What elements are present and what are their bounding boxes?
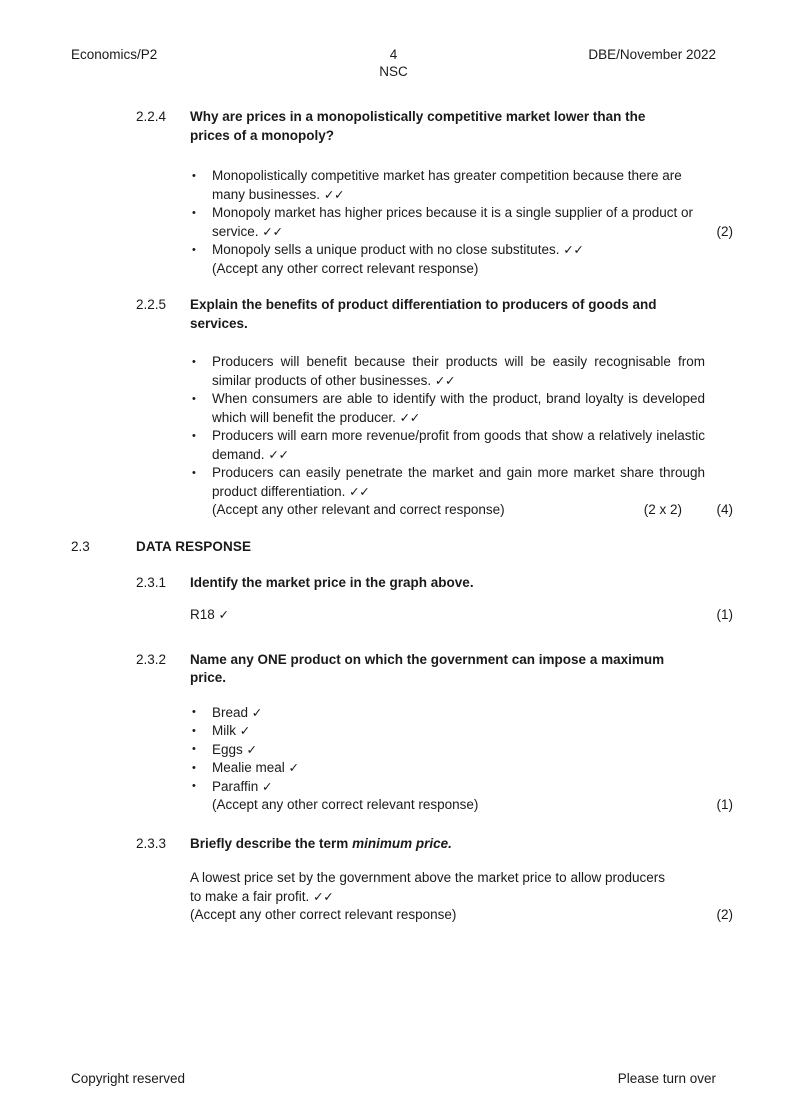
section-number: 2.3 [71,538,90,554]
question-stem-term: minimum price. [352,835,452,851]
question-stem-line-1: Explain the benefits of product differentiation to producers of [190,297,585,312]
list-item [190,353,787,390]
question-stem [190,108,683,145]
bullet-icon: • [192,243,196,256]
page-header [71,46,716,82]
accept-note: (Accept any other relevant and correct response) [212,502,505,517]
tick-icon: ✓✓ [262,224,283,239]
question-stem [190,651,683,688]
sub-mark-allocation: (2 x 2) [643,502,682,517]
bullet-text [212,704,787,723]
section-block-2-3 [0,538,787,556]
question-number: 2.3.2 [136,651,167,667]
spacer [0,520,787,538]
spacer [0,815,787,835]
bullet-icon: • [192,169,196,182]
spacer [0,688,787,704]
bullet-icon: • [192,706,196,718]
bullet-label: Mealie meal [212,760,285,775]
bullet-label: Eggs [212,741,243,757]
answer-row [0,869,787,925]
tick-icon: ✓ [239,724,250,738]
answer-row [0,704,787,815]
list-item [190,704,787,723]
question-stem-row [0,296,787,333]
question-stem-line-2: than the prices of a monopoly? [190,109,646,143]
answer-body [190,353,787,520]
bullet-text [212,167,692,204]
question-number: 2.3.1 [136,574,167,590]
question-block-2-3-2 [0,651,787,815]
accept-note: (Accept any other correct relevant response) [212,797,479,812]
question-stem-row [0,651,787,688]
answer-line-1: A lowest price set by the government above the market price to allow [190,870,602,885]
header-curriculum: NSC [379,64,408,79]
question-number: 2.2.4 [136,109,167,124]
list-item [190,759,787,778]
accept-note: (Accept any other correct relevant response) [190,907,457,922]
bullet-icon: • [192,355,196,368]
bullet-text [212,353,705,390]
question-stem-line-1: Why are prices in a monopolistically competitive market lower [190,109,590,124]
tick-icon: ✓✓ [313,889,334,904]
bullet-text [212,741,787,760]
tick-icon: ✓ [262,779,273,794]
spacer [0,145,787,167]
question-stem-line-2: maximum price. [190,651,665,685]
bullet-text [212,204,705,241]
question-number: 2.2.5 [136,297,167,312]
bullet-label: Paraffin [212,778,259,794]
list-item [190,167,787,204]
bullet-icon: • [192,466,196,479]
answer-bullet-list [190,353,787,520]
bullet-label: Producers will benefit because their products will be easily recognisable from similar products of other businesses. [212,354,705,388]
question-block-2-3-1 [0,574,787,625]
question-stem-row [0,108,787,145]
spacer [0,278,787,296]
spacer [0,556,787,574]
question-stem: Identify the market price in the graph above. [190,574,474,590]
section-title: DATA RESPONSE [136,538,252,554]
bullet-label: Monopolistically competitive market has greater competition because there are many businesses. [212,168,682,202]
question-stem-row [0,574,787,593]
bullet-text [212,778,787,797]
bullet-icon: • [192,724,196,737]
question-block-2-3-3 [0,835,787,925]
question-stem [190,296,683,333]
answer-row [0,167,787,278]
list-item [190,722,787,741]
bullet-icon: • [192,743,196,755]
header-subject: Economics/P2 [71,47,158,62]
question-stem-row [0,835,787,854]
answer-text [190,869,676,906]
bullet-label: Bread [212,704,249,720]
mark-allocation: (2) [716,907,733,922]
tick-icon: ✓✓ [399,410,420,425]
spacer [0,592,787,606]
bullet-label: Milk [212,723,236,738]
mark-allocation: (2) [716,223,733,239]
question-stem-prefix: Briefly describe the term [190,835,353,851]
bullet-icon: • [192,761,196,774]
footer-copyright: Copyright reserved [71,1071,186,1086]
spacer [0,853,787,869]
tick-icon: ✓✓ [323,187,345,202]
bullet-label: Producers can easily penetrate the market and gain more market share through product differentiation. [212,465,705,499]
mark-allocation: (1) [716,797,733,812]
tick-icon: ✓ [218,608,229,622]
tick-icon: ✓✓ [268,447,289,462]
bullet-text [212,464,705,501]
bullet-text [212,241,705,260]
accept-note: (Accept any other correct relevant response) [212,260,479,276]
question-block-2-2-4 [0,108,787,278]
list-item [190,427,787,464]
list-item [190,241,787,278]
question-stem [190,835,683,854]
tick-icon: ✓ [246,742,257,757]
bullet-label: When consumers are able to identify with the product, brand loyalty is developed which will benefit the producer. [212,391,705,425]
mark-allocation: (1) [716,607,733,622]
bullet-icon: • [192,429,196,442]
answer-line-2: producers to make a fair profit. [190,870,666,904]
spacer [0,333,787,353]
bullet-text [212,759,787,778]
answer-row [0,353,787,520]
bullet-text [212,427,705,464]
footer-turn-over: Please turn over [617,1071,716,1086]
bullet-label: Monopoly sells a unique product with no close substitutes. [212,242,560,257]
header-page-number: 4 [389,47,398,62]
section-heading-row [0,538,787,556]
tick-icon: ✓✓ [434,373,456,388]
bullet-text [212,390,705,427]
bullet-icon: • [192,392,196,405]
question-block-2-2-5 [0,296,787,520]
spacer [0,625,787,651]
bullet-text [212,722,787,741]
question-stem-line-1: Name any ONE product on which the government can impose a [190,651,598,667]
answer-value: R18 [190,607,215,622]
question-stem-line-2: goods and services. [190,297,657,331]
list-item [190,741,787,760]
bullet-label: Monopoly market has higher prices because it is a single supplier of a product or service. [212,205,694,239]
list-item [190,390,787,427]
header-exam: DBE/November 2022 [588,47,716,62]
tick-icon: ✓✓ [349,484,370,499]
answer-row [0,606,787,625]
bullet-icon: • [192,780,196,792]
tick-icon: ✓ [251,705,262,720]
tick-icon: ✓✓ [563,243,584,257]
question-number: 2.3.3 [136,835,167,851]
page-content [0,108,787,925]
bullet-icon: • [192,206,196,219]
tick-icon: ✓ [288,761,299,775]
bullet-label: Producers will earn more revenue/profit from goods that show a relatively inelastic demand. [212,428,705,462]
mark-allocation: (4) [716,502,733,517]
